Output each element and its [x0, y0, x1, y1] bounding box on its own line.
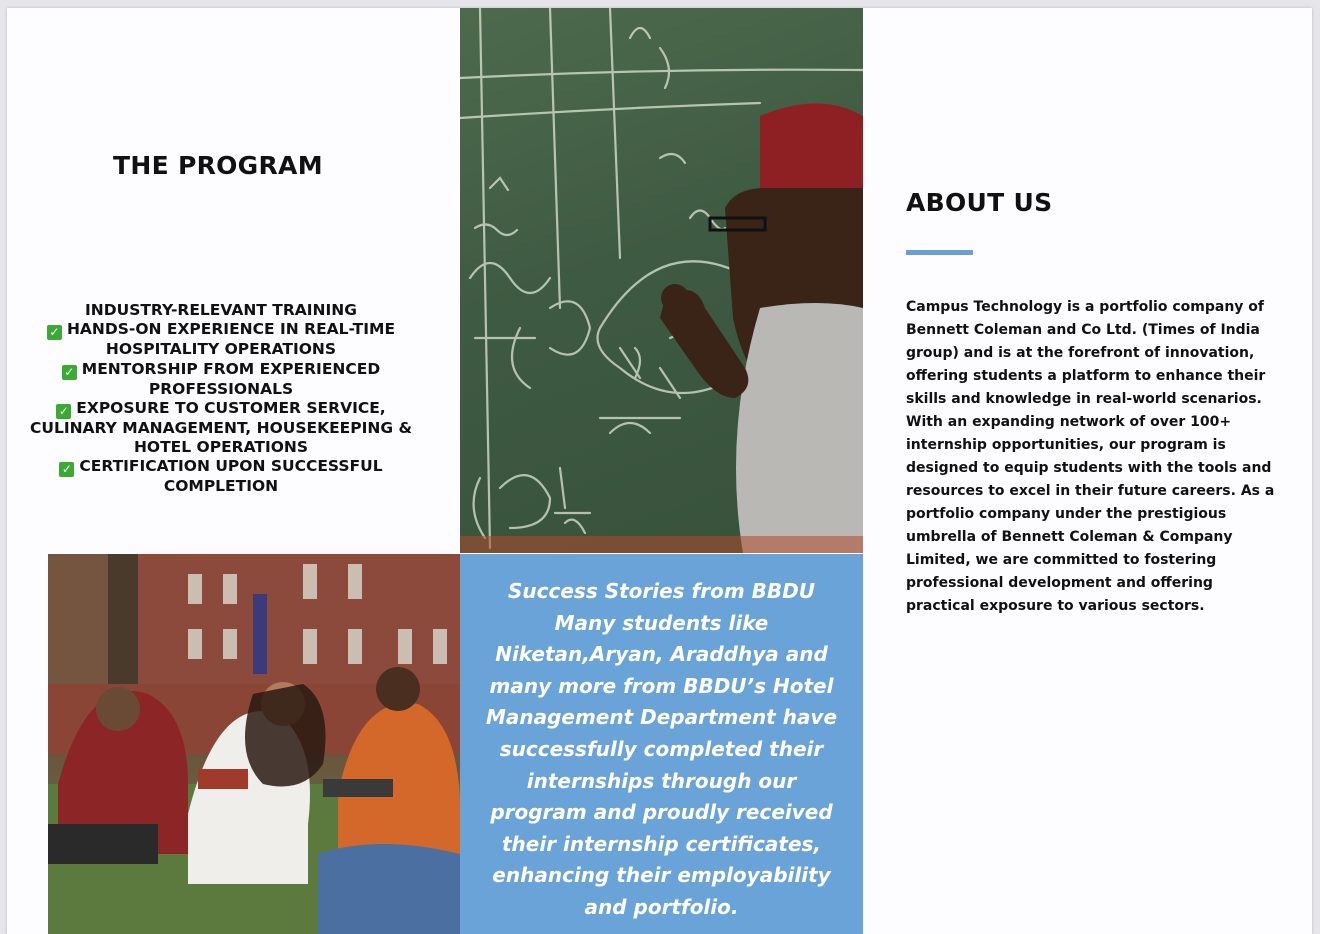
program-list-item — [26, 301, 416, 320]
program-list-item — [26, 457, 416, 496]
success-stories-box — [460, 554, 863, 934]
check-mark-icon: ✓ — [62, 365, 77, 380]
program-list-item-text: EXPOSURE TO CUSTOMER SERVICE, CULINARY MANAGEMENT, HOUSEKEEPING & HOTEL OPERATIONS — [29, 398, 413, 457]
program-title: THE PROGRAM — [113, 151, 323, 180]
check-mark-icon: ✓ — [56, 404, 71, 419]
check-mark-icon: ✓ — [59, 462, 74, 477]
program-list-item-text: HANDS-ON EXPERIENCE IN REAL-TIME HOSPITALITY OPERATIONS — [66, 320, 396, 359]
program-list-item — [26, 399, 416, 458]
program-list-item-text: INDUSTRY-RELEVANT TRAINING — [85, 301, 357, 319]
students-photo — [48, 554, 460, 934]
program-list-item-text: MENTORSHIP FROM EXPERIENCED PROFESSIONALS — [81, 359, 381, 398]
about-accent-rule — [906, 250, 973, 255]
program-list-item — [26, 320, 416, 359]
brochure-page — [7, 8, 1312, 934]
about-title: ABOUT US — [906, 188, 1053, 217]
success-title: Success Stories from BBDU — [508, 579, 815, 603]
about-body: Campus Technology is a portfolio company of Bennett Coleman and Co Ltd. (Times of India group) and is at the forefront of innovation, offering students a platform to enhance their skills and knowledge in real-world scenarios. With an expanding network of over 100+ internship opportunities, our program is designed to equip students with the tools and resources to excel in their future careers. As a portfolio company under the prestigious umbrella of Bennett Coleman & Company Limited, we are committed to fostering professional development and offering practical exposure to various sectors. — [906, 299, 1275, 614]
success-body: Many students like Niketan,Aryan, Araddhya and many more from BBDU’s Hotel Management Department have successfully completed their internships through our program and proudly received their internship certificates, enhancing their employability and portfolio. — [485, 610, 838, 919]
chalkboard-photo — [460, 8, 863, 553]
program-list-item-text: CERTIFICATION UPON SUCCESSFUL COMPLETION — [79, 457, 383, 496]
program-list-item — [26, 360, 416, 399]
program-list — [26, 301, 416, 497]
check-mark-icon: ✓ — [47, 325, 62, 340]
